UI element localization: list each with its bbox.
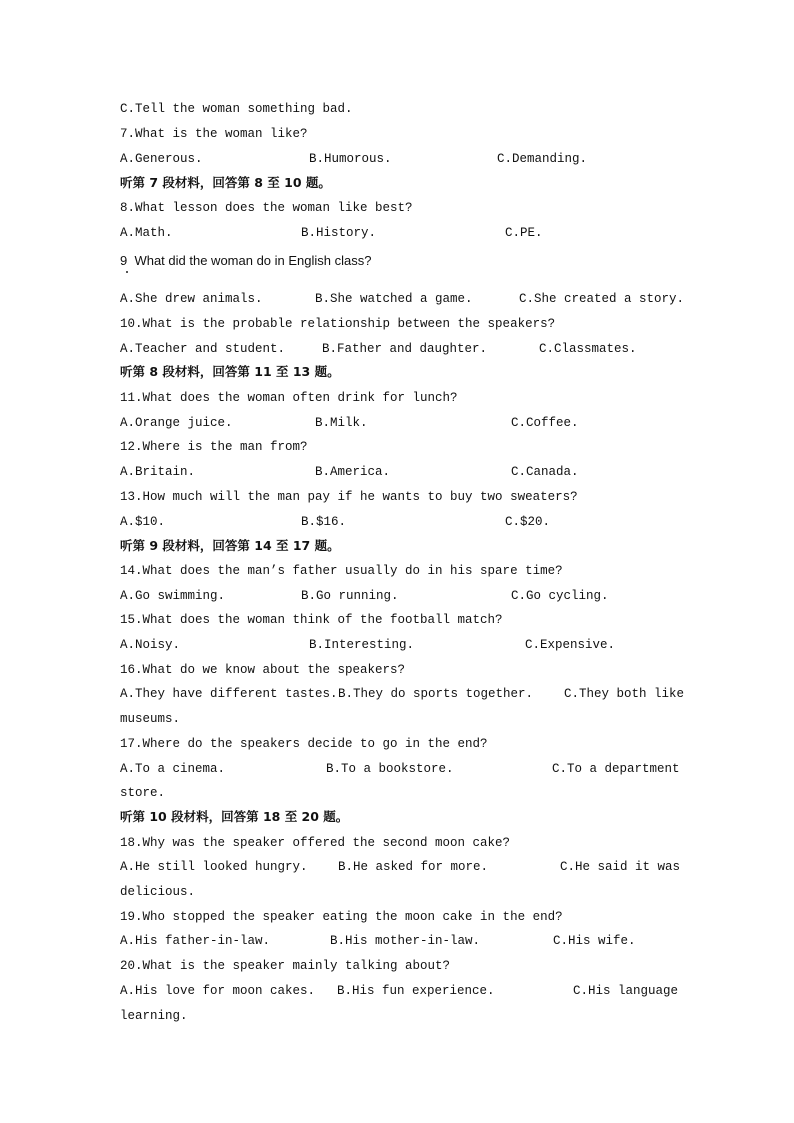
q10-option-a: A.Teacher and student. xyxy=(120,342,286,356)
q16-option-a: A.They have different tastes. xyxy=(120,687,338,701)
q20-option-c-continued: learning. xyxy=(120,1009,188,1023)
question-7: 7.What is the woman like? xyxy=(120,127,308,141)
question-8: 8.What lesson does the woman like best? xyxy=(120,201,413,215)
q19-option-a: A.His father-in-law. xyxy=(120,934,271,948)
q18-option-b: B.He asked for more. xyxy=(338,860,489,874)
q7-option-a: A.Generous. xyxy=(120,152,203,166)
q13-option-b: B.$16. xyxy=(301,515,347,529)
q14-option-b: B.Go running. xyxy=(301,589,399,603)
q14-option-c: C.Go cycling. xyxy=(511,589,609,603)
q17-option-c: C.To a department xyxy=(552,762,680,776)
q20-option-c: C.His language xyxy=(573,984,679,998)
question-12: 12.Where is the man from? xyxy=(120,440,308,454)
question-9: 9 What did the woman do in English class? xyxy=(120,253,372,268)
q10-option-b: B.Father and daughter. xyxy=(322,342,488,356)
q17-option-a: A.To a cinema. xyxy=(120,762,226,776)
section-heading-9: 听第 9 段材料，回答第 14 至 17 题。 xyxy=(120,538,340,553)
q11-option-b: B.Milk. xyxy=(315,416,368,430)
q16-option-c: C.They both like xyxy=(564,687,685,701)
q18-option-c-continued: delicious. xyxy=(120,885,196,899)
q8-option-c: C.PE. xyxy=(505,226,543,240)
question-13: 13.How much will the man pay if he wants to buy two sweaters? xyxy=(120,490,578,504)
question-15: 15.What does the woman think of the football match? xyxy=(120,613,503,627)
q15-option-b: B.Interesting. xyxy=(309,638,415,652)
stray-mark xyxy=(126,271,128,273)
q11-option-a: A.Orange juice. xyxy=(120,416,233,430)
question-20: 20.What is the speaker mainly talking about? xyxy=(120,959,451,973)
q18-option-a: A.He still looked hungry. xyxy=(120,860,308,874)
question-17: 17.Where do the speakers decide to go in the end? xyxy=(120,737,488,751)
q14-option-a: A.Go swimming. xyxy=(120,589,226,603)
q8-option-b: B.History. xyxy=(301,226,377,240)
q7-option-b: B.Humorous. xyxy=(309,152,392,166)
q17-option-c-continued: store. xyxy=(120,786,166,800)
q9-option-a: A.She drew animals. xyxy=(120,292,263,306)
q15-option-a: A.Noisy. xyxy=(120,638,181,652)
section-heading-8: 听第 8 段材料，回答第 11 至 13 题。 xyxy=(120,364,340,379)
question-18: 18.Why was the speaker offered the second moon cake? xyxy=(120,836,511,850)
q12-option-c: C.Canada. xyxy=(511,465,579,479)
q17-option-b: B.To a bookstore. xyxy=(326,762,454,776)
q10-option-c: C.Classmates. xyxy=(539,342,637,356)
q13-option-c: C.$20. xyxy=(505,515,551,529)
q16-option-b: B.They do sports together. xyxy=(338,687,534,701)
question-14: 14.What does the man’s father usually do in his spare time? xyxy=(120,564,563,578)
q6-option-c: C.Tell the woman something bad. xyxy=(120,102,353,116)
question-16: 16.What do we know about the speakers? xyxy=(120,663,406,677)
q19-option-c: C.His wife. xyxy=(553,934,636,948)
q12-option-a: A.Britain. xyxy=(120,465,196,479)
section-heading-7: 听第 7 段材料，回答第 8 至 10 题。 xyxy=(120,175,331,190)
question-10: 10.What is the probable relationship between the speakers? xyxy=(120,317,556,331)
q11-option-c: C.Coffee. xyxy=(511,416,579,430)
q9-option-c: C.She created a story. xyxy=(519,292,685,306)
q16-option-c-continued: museums. xyxy=(120,712,181,726)
q20-option-a: A.His love for moon cakes. xyxy=(120,984,316,998)
q7-option-c: C.Demanding. xyxy=(497,152,588,166)
q18-option-c: C.He said it was xyxy=(560,860,681,874)
question-19: 19.Who stopped the speaker eating the moon cake in the end? xyxy=(120,910,563,924)
q12-option-b: B.America. xyxy=(315,465,391,479)
q13-option-a: A.$10. xyxy=(120,515,166,529)
q20-option-b: B.His fun experience. xyxy=(337,984,495,998)
q19-option-b: B.His mother-in-law. xyxy=(330,934,481,948)
question-11: 11.What does the woman often drink for lunch? xyxy=(120,391,458,405)
section-heading-10: 听第 10 段材料，回答第 18 至 20 题。 xyxy=(120,809,349,824)
q8-option-a: A.Math. xyxy=(120,226,173,240)
q9-option-b: B.She watched a game. xyxy=(315,292,473,306)
q15-option-c: C.Expensive. xyxy=(525,638,616,652)
